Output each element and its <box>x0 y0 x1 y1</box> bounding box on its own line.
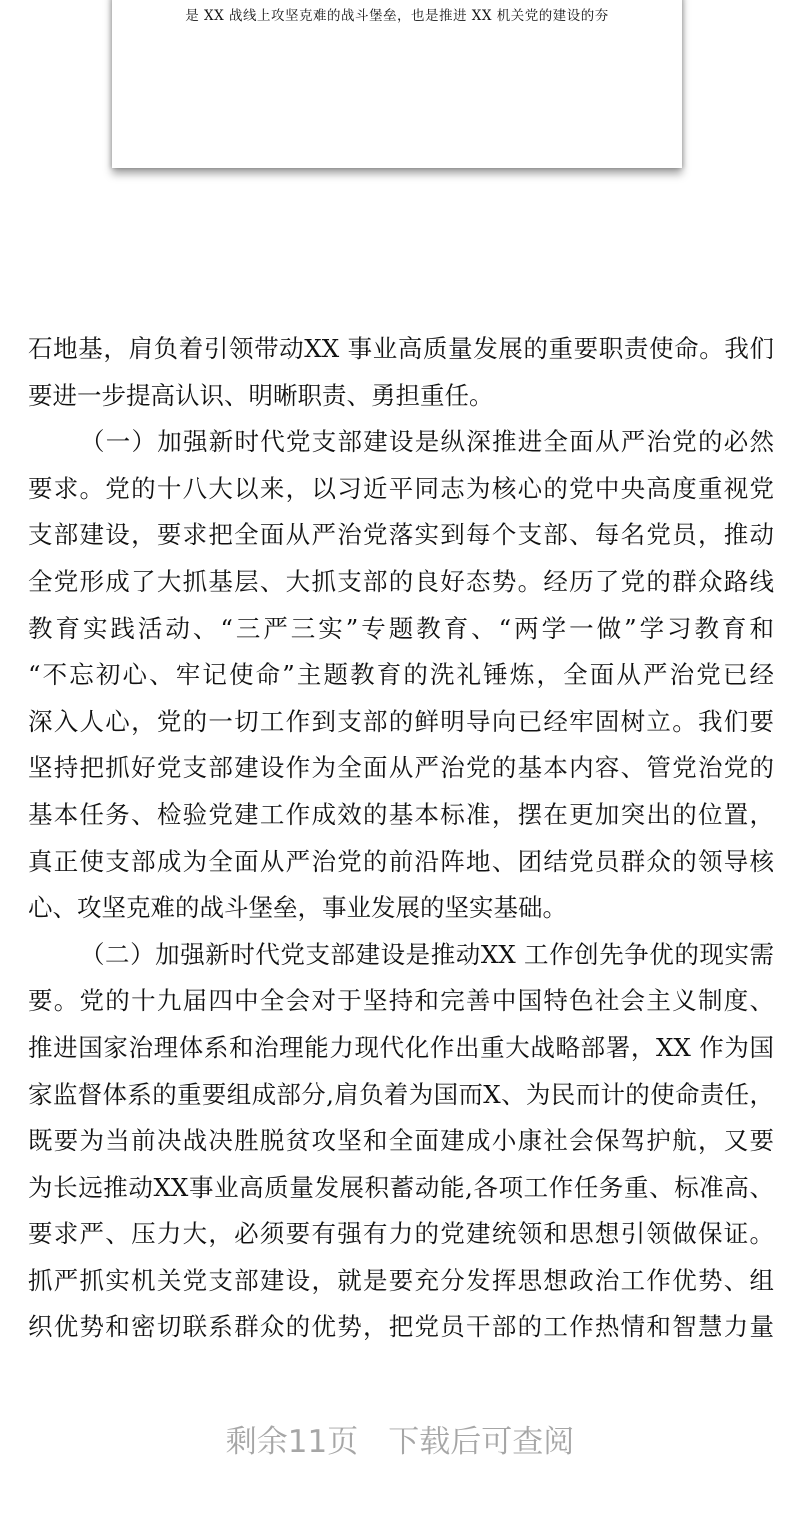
text-line: 织优势和密切联系群众的优势，把党员干部的工作热情和智慧力量 <box>28 1312 774 1342</box>
document-body <box>28 326 774 1351</box>
paragraph-heading-1: （一）加强新时代党支部建设是纵深推进全面从严治党的必然 <box>80 427 774 457</box>
text-line: 基本任务、检验党建工作成效的基本标准，摆在更加突出的位置， <box>28 799 774 829</box>
text-line: 为长远推动XX事业高质量发展积蓄动能,各项工作任务重、标准高、 <box>28 1172 774 1202</box>
text-line: 要求。党的十八大以来，以习近平同志为核心的党中央高度重视党 <box>28 473 774 503</box>
remaining-pages-label: 剩余11页 <box>225 1424 359 1460</box>
text-line: 要求严、压力大，必须要有强有力的党建统领和思想引领做保证。 <box>28 1219 774 1249</box>
text-line: 心、攻坚克难的战斗堡垒，事业发展的坚实基础。 <box>28 893 567 923</box>
text-line: 支部建设，要求把全面从严治党落实到每个支部、每名党员，推动 <box>28 520 774 550</box>
previous-page-card <box>112 0 682 168</box>
text-line: 教育实践活动、“三严三实”专题教育、“两学一做”学习教育和 <box>28 613 774 643</box>
text-line: 既要为当前决战决胜脱贫攻坚和全面建成小康社会保驾护航，又要 <box>28 1126 774 1156</box>
text-line: 坚持把抓好党支部建设作为全面从严治党的基本内容、管党治党的 <box>28 753 774 783</box>
paragraph-heading-2: （二）加强新时代党支部建设是推动XX 工作创先争优的现实需 <box>80 939 774 969</box>
text-line: 要。党的十九届四中全会对于坚持和完善中国特色社会主义制度、 <box>28 986 774 1016</box>
text-line: 推进国家治理体系和治理能力现代化作出重大战略部署，XX 作为国 <box>28 1032 774 1062</box>
text-line: 全党形成了大抓基层、大抓支部的良好态势。经历了党的群众路线 <box>28 566 774 596</box>
download-to-view-label[interactable]: 下载后可查阅 <box>388 1424 575 1460</box>
text-line: 家监督体系的重要组成部分,肩负着为国而X、为民而计的使命责任， <box>28 1079 774 1109</box>
previous-page-text: 是 XX 战线上攻坚克难的战斗堡垒，也是推进 XX 机关党的建设的夯 <box>185 8 609 24</box>
download-prompt[interactable] <box>0 1416 800 1461</box>
text-line: 真正使支部成为全面从严治党的前沿阵地、团结党员群众的领导核 <box>28 846 774 876</box>
text-line: “不忘初心、牢记使命”主题教育的洗礼锤炼，全面从严治党已经 <box>28 660 774 690</box>
text-line: 石地基，肩负着引领带动XX 事业高质量发展的重要职责使命。我们 <box>28 334 774 363</box>
text-line: 抓严抓实机关党支部建设，就是要充分发挥思想政治工作优势、组 <box>28 1265 774 1295</box>
text-line: 深入人心，党的一切工作到支部的鲜明导向已经牢固树立。我们要 <box>28 706 774 736</box>
text-line: 要进一步提高认识、明晰职责、勇担重任。 <box>28 380 494 410</box>
